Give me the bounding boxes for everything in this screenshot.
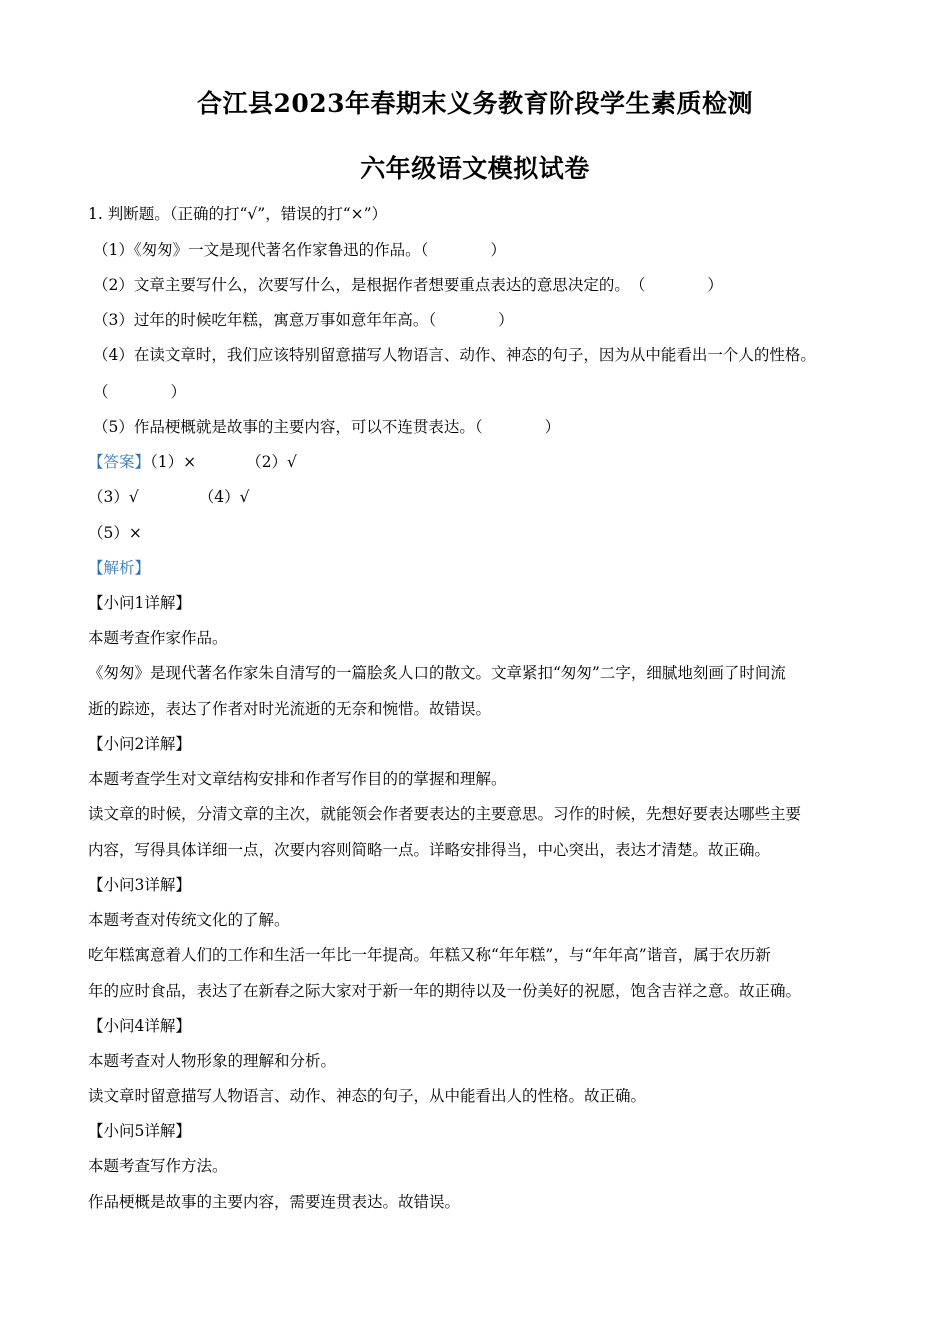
exam-title: 合江县2023年春期末义务教育阶段学生素质检测 (196, 89, 754, 118)
answer-1: （1）× (150, 453, 197, 471)
section-1-heading: 【小问1详解】 (88, 594, 191, 612)
question-item-5: （5）作品梗概就是故事的主要内容，可以不连贯表达。（ ） (93, 418, 561, 436)
answer-3: （3）√ (88, 488, 139, 506)
section-2-line: 本题考查学生对文章结构安排和作者写作目的的掌握和理解。 (88, 770, 507, 788)
section-4-heading: 【小问4详解】 (88, 1017, 191, 1035)
section-3-line: 本题考查对传统文化的了解。 (88, 911, 290, 929)
answer-2: （2）√ (246, 453, 297, 471)
section-2-line: 读文章的时候，分清文章的主次，就能领会作者要表达的主要意思。习作的时候，先想好要表达哪些主要 (88, 805, 802, 823)
question-item-2: （2）文章主要写什么，次要写什么，是根据作者想要重点表达的意思决定的。 （ ） (93, 276, 723, 294)
section-1-line: 逝的踪迹，表达了作者对时光流逝的无奈和惋惜。故错误。 (88, 700, 492, 718)
answer-label: 【答案】 (88, 453, 151, 471)
answer-5: （5）× (88, 524, 142, 542)
section-2-line: 内容，写得具体详细一点，次要内容则简略一点。详略安排得当，中心突出，表达才清楚。故正确。 (88, 841, 771, 859)
section-1-line: 本题考查作家作品。 (88, 629, 228, 647)
section-4-line: 本题考查对人物形象的理解和分析。 (88, 1052, 337, 1070)
answer-row-3 (88, 523, 868, 543)
section-3-line: 吃年糕寓意着人们的工作和生活一年比一年提高。年糕又称“年年糕”，与“年年高”谐音，属于农历新 (88, 946, 771, 964)
section-5-heading: 【小问5详解】 (88, 1122, 191, 1140)
section-4-line: 读文章时留意描写人物语言、动作、神态的句子，从中能看出人的性格。故正确。 (88, 1087, 647, 1105)
question-item-3: （3）过年的时候吃年糕，寓意万事如意年年高。（ ） (93, 311, 514, 329)
section-2-heading: 【小问2详解】 (88, 735, 191, 753)
answer-row-2 (88, 487, 868, 507)
question-stem: 1. 判断题。（正确的打“√”，错误的打“×”） (88, 205, 388, 223)
question-item-4-blank: （ ） (93, 383, 187, 401)
question-item-4: （4）在读文章时，我们应该特别留意描写人物语言、动作、神态的句子，因为从中能看出一个人的性格。 (93, 346, 816, 364)
exam-subtitle: 六年级语文模拟试卷 (360, 154, 590, 183)
section-3-heading: 【小问3详解】 (88, 876, 191, 894)
section-5-line: 本题考查写作方法。 (88, 1157, 228, 1175)
analysis-label: 【解析】 (88, 559, 151, 577)
section-1-line: 《匆匆》是现代著名作家朱自清写的一篇脍炙人口的散文。文章紧扣“匆匆”二字，细腻地刻画了时间流 (88, 664, 786, 682)
question-item-1: （1）《匆匆》一文是现代著名作家鲁迅的作品。（ ） (93, 241, 506, 259)
section-5-line: 作品梗概是故事的主要内容，需要连贯表达。故错误。 (88, 1193, 461, 1211)
answer-row-1 (88, 452, 868, 472)
answer-4: （4）√ (198, 488, 250, 506)
section-3-line: 年的应时食品，表达了在新春之际大家对于新一年的期待以及一份美好的祝愿，饱含吉祥之意。故正确。 (88, 982, 802, 1000)
